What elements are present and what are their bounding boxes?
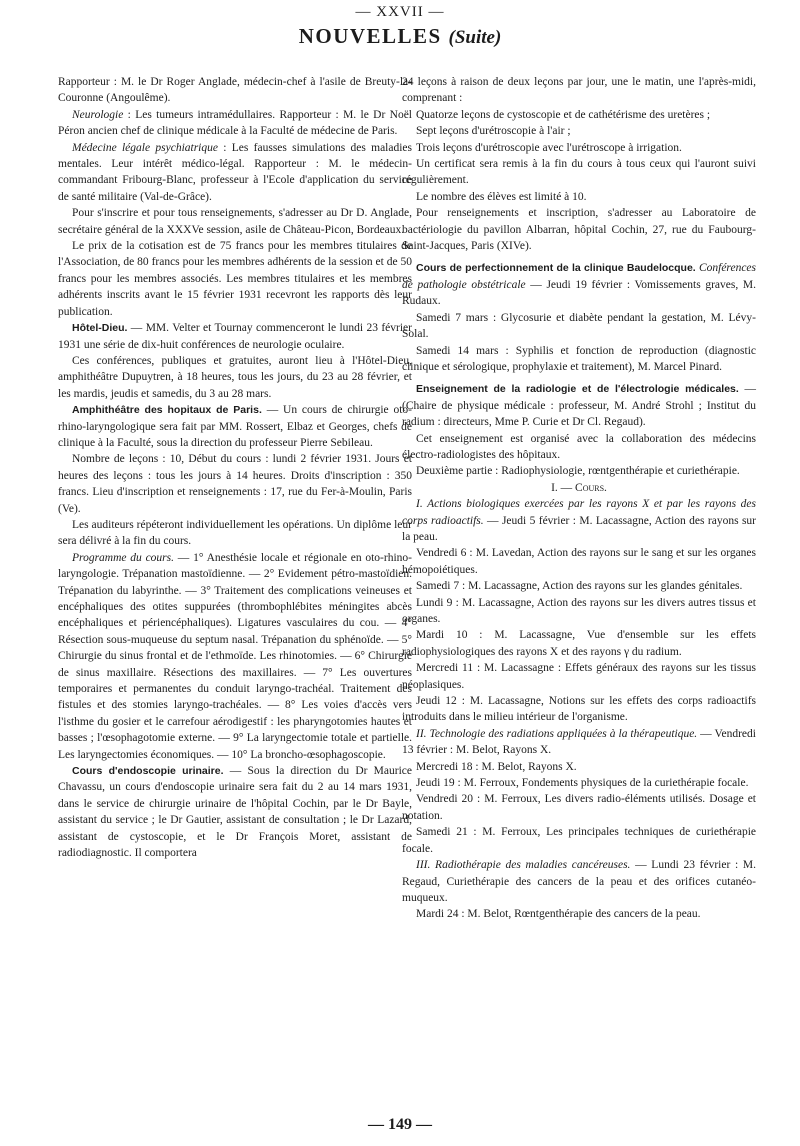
paragraph: Mercredi 11 : M. Lacassagne : Effets généraux des rayons sur les tissus néoplasiques. [402,662,756,691]
news-item: Cours d'endoscopie urinaire. — Sous la direction du Dr Maurice Chavassu, un cours d'endoscopie urinaire sera fait du 2 au 14 mars 1931, dans le service de chirurgie urinaire de l'hôpital Cochin, par le Dr Bayle, assistant du service ; le Dr Gautier, assistant de consultation ; le Dr Lazard, assistant de cystoscopie, et le Dr François Moret, assistant de radiodiagnostic. Il comportera [58,765,412,860]
news-item: Hôtel-Dieu. — MM. Velter et Tournay commenceront le lundi 23 février 1931 une série de dix-huit conférences de neurologie oculaire. [58,322,412,351]
paragraph: Deuxième partie : Radiophysiologie, rœntgenthérapie et curiethérapie. [416,465,740,478]
news-item: Enseignement de la radiologie et de l'électrologie médicales. — (Chaire de physique médicale : professeur, M. André Strohl ; Institut du radium : directeurs, Mme P. Curie et Dr Cl. Regaud). [402,383,756,429]
paragraph: I. Actions biologiques exercées par les rayons X et par les rayons des corps radioactifs. — Jeudi 5 février : M. Lacassagne, Action des rayons sur la peau. [402,498,756,543]
paragraph: Médecine légale psychiatrique : Les fausses simulations des maladies mentales. Leur intérêt médico-légal. Rapporteur : M. le médecin-commandant Fribourg-Blanc, professeur à l'Ecole d'application du service de santé militaire (Val-de-Grâce). [58,141,413,203]
page-number: — 149 — [368,1116,432,1133]
section-title: I. — Cours. [551,481,607,494]
title-suite: (Suite) [448,27,502,48]
paragraph: Pour s'inscrire et pour tous renseignements, s'adresser au Dr D. Anglade, secrétaire général de la XXXVe session, asile de Château-Picon, Bordeaux. [58,207,412,236]
paragraph: Neurologie : Les tumeurs intramédullaires. Rapporteur : M. le Dr Noël Péron ancien chef de clinique médicale à la Faculté de médecine de Paris. [58,108,412,138]
paragraph: Samedi 7 mars : Glycosurie et diabète pendant la gestation, M. Lévy-Solal. [402,311,756,341]
paragraph: Le prix de la cotisation est de 75 francs pour les membres titulaires de l'Association, de 80 francs pour les membres adhérents de la session et de 50 francs pour les membres associés. Les membres titulaires et les membres adhérents inscrits avant le 15 février 1931 recevront les rapports dès leur publication. [58,240,412,318]
paragraph: Mercredi 18 : M. Belot, Rayons X. [416,760,577,773]
paragraph: Samedi 14 mars : Syphilis et fonction de reproduction (diagnostic clinique et sérologique, prophylaxie et traitement), M. Marcel Pinard. [402,344,756,373]
paragraph: Rapporteur : M. le Dr Roger Anglade, médecin-chef à l'asile de Breuty-la-Couronne (Angoulême). [58,76,412,105]
paragraph: Jeudi 19 : M. Ferroux, Fondements physiques de la curiethérapie focale. [416,777,749,790]
paragraph: Samedi 21 : M. Ferroux, Les principales techniques de curiethérapie focale. [402,826,756,855]
news-item: Amphithéâtre des hopitaux de Paris. — Un cours de chirurgie oto-rhino-laryngologique sera fait par MM. Rossert, Elbaz et Georges, chefs de clinique à la Faculté, sous la direction du professeur Pierre Sebileau. [58,404,412,449]
paragraph: Pour renseignements et inscription, s'adresser au Laboratoire de bactériologie du pavillon Albarran, hôpital Cochin, 27, rue du Faubourg-Saint-Jacques, Paris (XIVe). [402,207,756,253]
paragraph: III. Radiothérapie des maladies cancéreuses. — Lundi 23 février : M. Regaud, Curiethérapie des cancers de la peau et des orifices cutanéo-muqueux. [402,859,756,904]
paragraph: Jeudi 12 : M. Lacassagne, Notions sur les effets des corps radioactifs introduits dans le milieu intérieur de l'organisme. [402,695,756,724]
paragraph: Les auditeurs répéteront individuellement les opérations. Un diplôme leur sera délivré à la fin du cours. [58,518,412,548]
paragraph: Cet enseignement est organisé avec la collaboration des médecins électro-radiologistes des hôpitaux. [402,432,756,461]
paragraph: Programme du cours. — 1° Anesthésie locale et régionale en oto-rhino-laryngologie. Trépanation mastoïdienne. — 2° Evidement pétro-mastoïdien. Trépanation du labyrinthe. — 3° Traitement des complications veineuses et encéphaliques des otites suppurées (thrombophlébites méningites abcès encéphaliques et périencéphaliques). Ligatures vasculaires du cou. — 4° Résection sous-muqueuse du septum nasal. Trépanation du sphénoïde. — 5° Chirurgie du sinus frontal et de l'ethmoïde. Les rhinotomies. — 6° Chirurgie de sinus maxillaire. Résections des maxillaires. — 7° Les ouvertures temporaires et permanentes du conduit laryngo-trachéal. Traitement des fistules et des stomies laryngo-trachéales. — 8° Les voies d'accès vers l'isthme du gosier et le carrefour aérodigestif : les pharyngotomies hautes et basses ; l'œsophagotomie externe. — 9° La laryngectomie totale et partielle. Les laryngectomies économiques. — 10° La broncho-œsophagoscopie. [58,551,412,761]
paragraph: Nombre de leçons : 10, Début du cours : lundi 2 février 1931. Jours et heures des leçons : tous les jours à 14 heures. Droits d'inscription : 350 francs. Lieu d'inscription et renseignements : 17, rue du Fer-à-Moulin, Paris (Ve). [58,453,412,515]
left-column [58,74,412,862]
title-text: NOUVELLES [298,24,442,48]
paragraph: Quatorze leçons de cystoscopie et de cathétérisme des uretères ; [416,108,711,121]
paragraph: Samedi 7 : M. Lacassagne, Action des rayons sur les glandes génitales. [416,580,743,593]
paragraph: Le nombre des élèves est limité à 10. [416,190,587,203]
paragraph: Vendredi 6 : M. Lavedan, Action des rayons sur le sang et sur les organes hémopoiétiques. [402,547,756,576]
paragraph: 24 leçons à raison de deux leçons par jour, une le matin, une l'après-midi, comprenant : [402,76,756,105]
paragraph: Mardi 24 : M. Belot, Rœntgenthérapie des cancers de la peau. [416,908,701,921]
paragraph: Trois leçons d'urétroscopie avec l'urétroscope à irrigation. [416,141,682,154]
paragraph: Ces conférences, publiques et gratuites, auront lieu à l'Hôtel-Dieu, amphithéâtre Dupuytren, à 18 heures, tous les jours, du 23 au 28 février, et les mardis, jeudis et samedis, du 3 au 28 mars. [58,354,412,400]
right-column [402,74,756,923]
paragraph: Sept leçons d'urétroscopie à l'air ; [416,125,571,138]
paragraph: Un certificat sera remis à la fin du cours à tous ceux qui l'auront suivi régulièrement. [402,158,756,187]
paragraph: Lundi 9 : M. Lacassagne, Action des rayons sur les divers autres tissus et organes. [402,596,756,625]
page-title [0,24,800,49]
paragraph: Vendredi 20 : M. Ferroux, Les divers radio-éléments utilisés. Dosage et notation. [402,793,756,822]
page-header-roman: — XXVII — [355,4,445,20]
paragraph: II. Technologie des radiations appliquées à la thérapeutique. — Vendredi 13 février : M. Belot, Rayons X. [402,727,756,757]
news-item: Cours de perfectionnement de la clinique Baudelocque. Conférences de pathologie obstétricale — Jeudi 19 février : Vomissements graves, M. Rudaux. [402,262,757,308]
paragraph: Mardi 10 : M. Lacassagne, Vue d'ensemble sur les effets radiophysiologiques des rayons X et des rayons γ du radium. [402,629,756,658]
